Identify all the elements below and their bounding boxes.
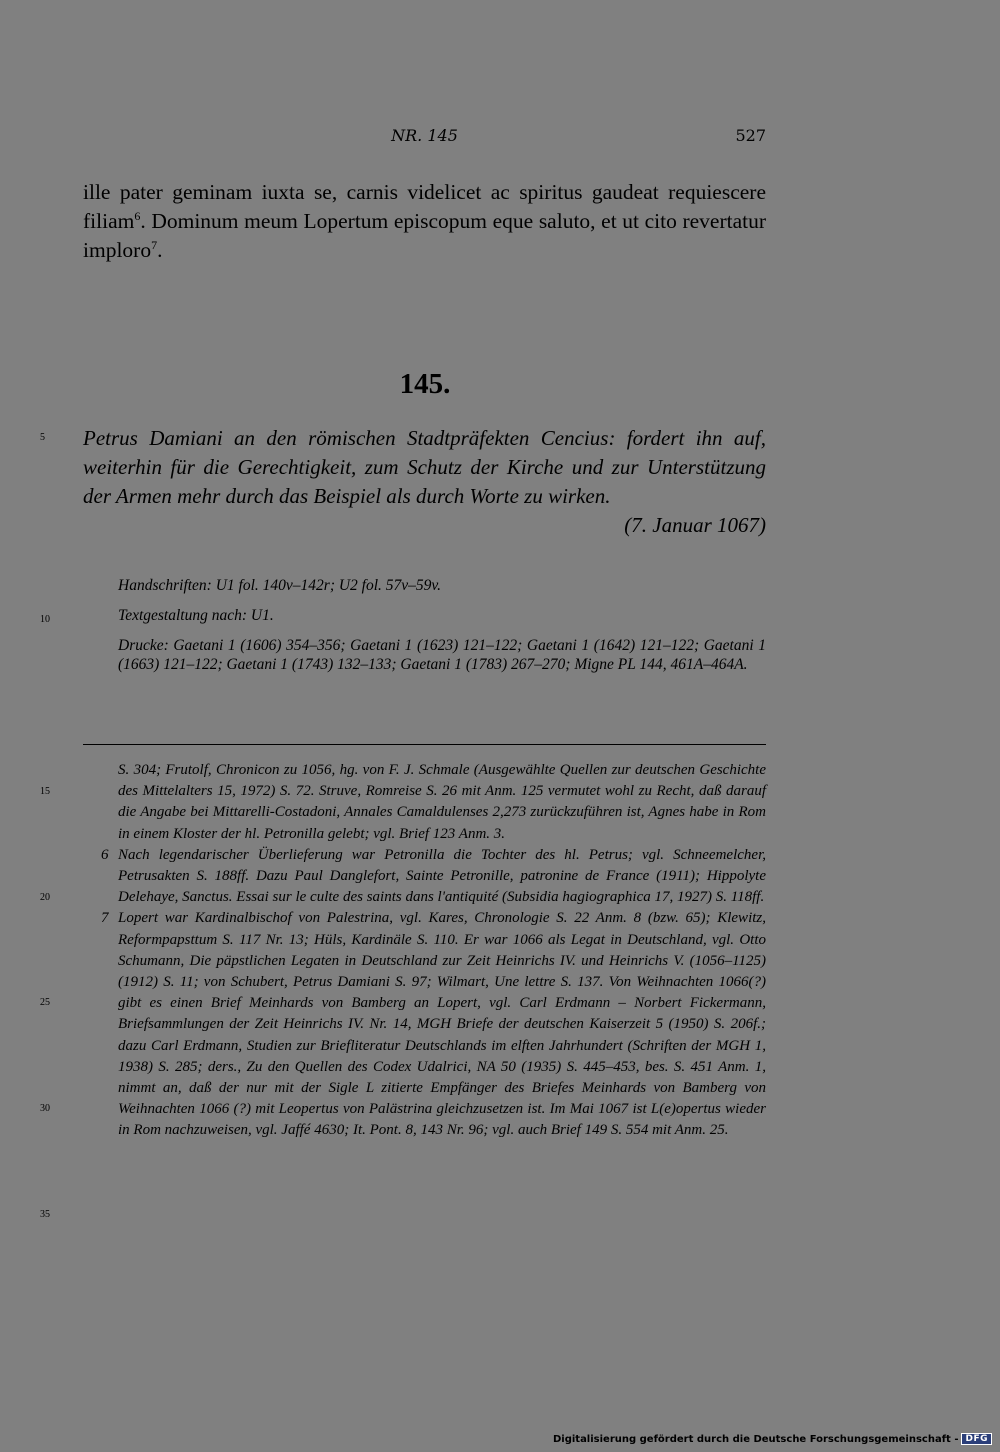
footnote-text: Lopert war Kardinalbischof von Palestrina, vgl. Kares, Chronologie S. 22 Anm. 8 (bzw. 65); Klewitz, Reformpapsttum S. 117 Nr. 13; Hüls, Kardinäle S. 110. Er war 1066 als Legat in Deutschland, vgl. Otto Schumann, Die päpstlichen Legaten in Deutschland zur Zeit Heinrichs IV. und Heinrichs V. (1056–1125) (1912) S. 11; von Schubert, Petrus Damiani S. 97; Wilmart, Une lettre S. 137. Von Weihnachten 1066(?) gibt es einen Brief Meinhards von Bamberg an Lopert, vgl. Carl Erdmann – Norbert Fickermann, Briefsammlungen der Zeit Heinrichs IV. Nr. 14, MGH Briefe der deutschen Kaiserzeit 5 (1950) S. 206f.; dazu Carl Erdmann, Studien zur Briefliteratur Deutschlands im elften Jahrhundert (Schriften der MGH 1, 1938) S. 285; ders., Zu den Quellen des Codex Udalrici, NA 50 (1935) S. 445–453, bes. S. 451 Anm. 1, nimmt an, daß der nur mit der Sigle L zitierte Empfänger des Briefes Meinhards von Bamberg von Weihnachten 1066 (?) mit Leopertus von Palästrina gleichzusetzen ist. Im Mai 1067 ist L(e)opertus wieder in Rom nachzuweisen, vgl. Jaffé 4630; It. Pont. 8, 143 Nr. 96; vgl. auch Brief 149 S. 554 mit Anm. 25. — [118, 910, 766, 1139]
footnote-ref-6: 6 — [134, 208, 141, 223]
line-number: 25 — [40, 997, 50, 1008]
line-number: 15 — [40, 786, 50, 797]
intro-text-3: . — [157, 238, 163, 262]
line-number: 5 — [40, 432, 45, 443]
footnotes — [101, 760, 766, 1142]
digitization-credit — [553, 1432, 992, 1446]
prints: Drucke: Gaetani 1 (1606) 354–356; Gaetani 1 (1623) 121–122; Gaetani 1 (1642) 121–122; Gaetani 1 (1663) 121–122; Gaetani 1 (1743) 132–133; Gaetani 1 (1783) 267–270; Migne PL 144, 461A–464A. — [118, 637, 766, 673]
footnote-number: 7 — [101, 910, 109, 927]
footnote-text: Nach legendarischer Überlieferung war Petronilla die Tochter des hl. Petrus; vgl. Schneemelcher, Petrusakten S. 188ff. Dazu Paul Danglefort, Sainte Petronille, patronine de France (1911); Hippolyte Delehaye, Sanctus. Essai sur le culte des saints dans l'antiquité (Subsidia hagiographica 17, 1927) S. 118ff. — [118, 846, 766, 906]
intro-paragraph — [83, 178, 766, 265]
line-number: 35 — [40, 1209, 50, 1220]
footnote-ref-7: 7 — [151, 237, 158, 252]
intro-text-2: . Dominum meum Lopertum episcopum eque saluto, et ut cito revertatur imploro — [83, 209, 766, 262]
preceding-letter-end — [83, 178, 766, 265]
regest — [83, 424, 766, 540]
page-number: 527 — [735, 126, 766, 145]
source-apparatus — [118, 576, 766, 685]
text-basis: Textgestaltung nach: U1. — [118, 607, 274, 624]
header-title: NR. 145 — [391, 126, 458, 145]
regest-date: (7. Januar 1067) — [624, 513, 766, 537]
footnote-7 — [101, 908, 766, 1141]
footnote-6 — [101, 845, 766, 909]
footnote-number: 6 — [101, 846, 109, 863]
regest-text: Petrus Damiani an den römischen Stadtpräfekten Cencius: fordert ihn auf, weiterhin für die Gerechtigkeit, zum Schutz der Kirche und zur Unterstützung der Armen mehr durch das Beispiel als durch Worte zu wirken. — [83, 426, 766, 508]
line-number: 20 — [40, 892, 50, 903]
line-number: 10 — [40, 614, 50, 625]
manuscripts: Handschriften: U1 fol. 140v–142r; U2 fol. 57v–59v. — [118, 577, 442, 594]
dfg-logo: DFG — [961, 1433, 992, 1445]
document-number: 145. — [399, 368, 451, 400]
intro-text-1: ille pater geminam iuxta se, carnis videlicet ac spiritus gaudeat requiescere filiam — [83, 180, 766, 233]
credit-text: Digitalisierung gefördert durch die Deutsche Forschungsgemeinschaft - — [552, 1433, 959, 1445]
line-number: 30 — [40, 1103, 50, 1114]
footnote-divider — [83, 744, 766, 745]
footnote-continuation — [118, 760, 766, 845]
running-header — [83, 126, 766, 150]
footnote-text: S. 304; Frutolf, Chronicon zu 1056, hg. von F. J. Schmale (Ausgewählte Quellen zur deutschen Geschichte des Mittelalters 15, 1972) S. 72. Struve, Romreise S. 26 mit Anm. 125 vermutet wohl zu Recht, daß darauf die Angabe bei Mittarelli-Costadoni, Annales Camaldulenses 2,273 zurückzuführen ist, Agnes habe in Rom in einem Kloster der hl. Petronilla gelebt; vgl. Brief 123 Anm. 3. — [118, 762, 766, 842]
